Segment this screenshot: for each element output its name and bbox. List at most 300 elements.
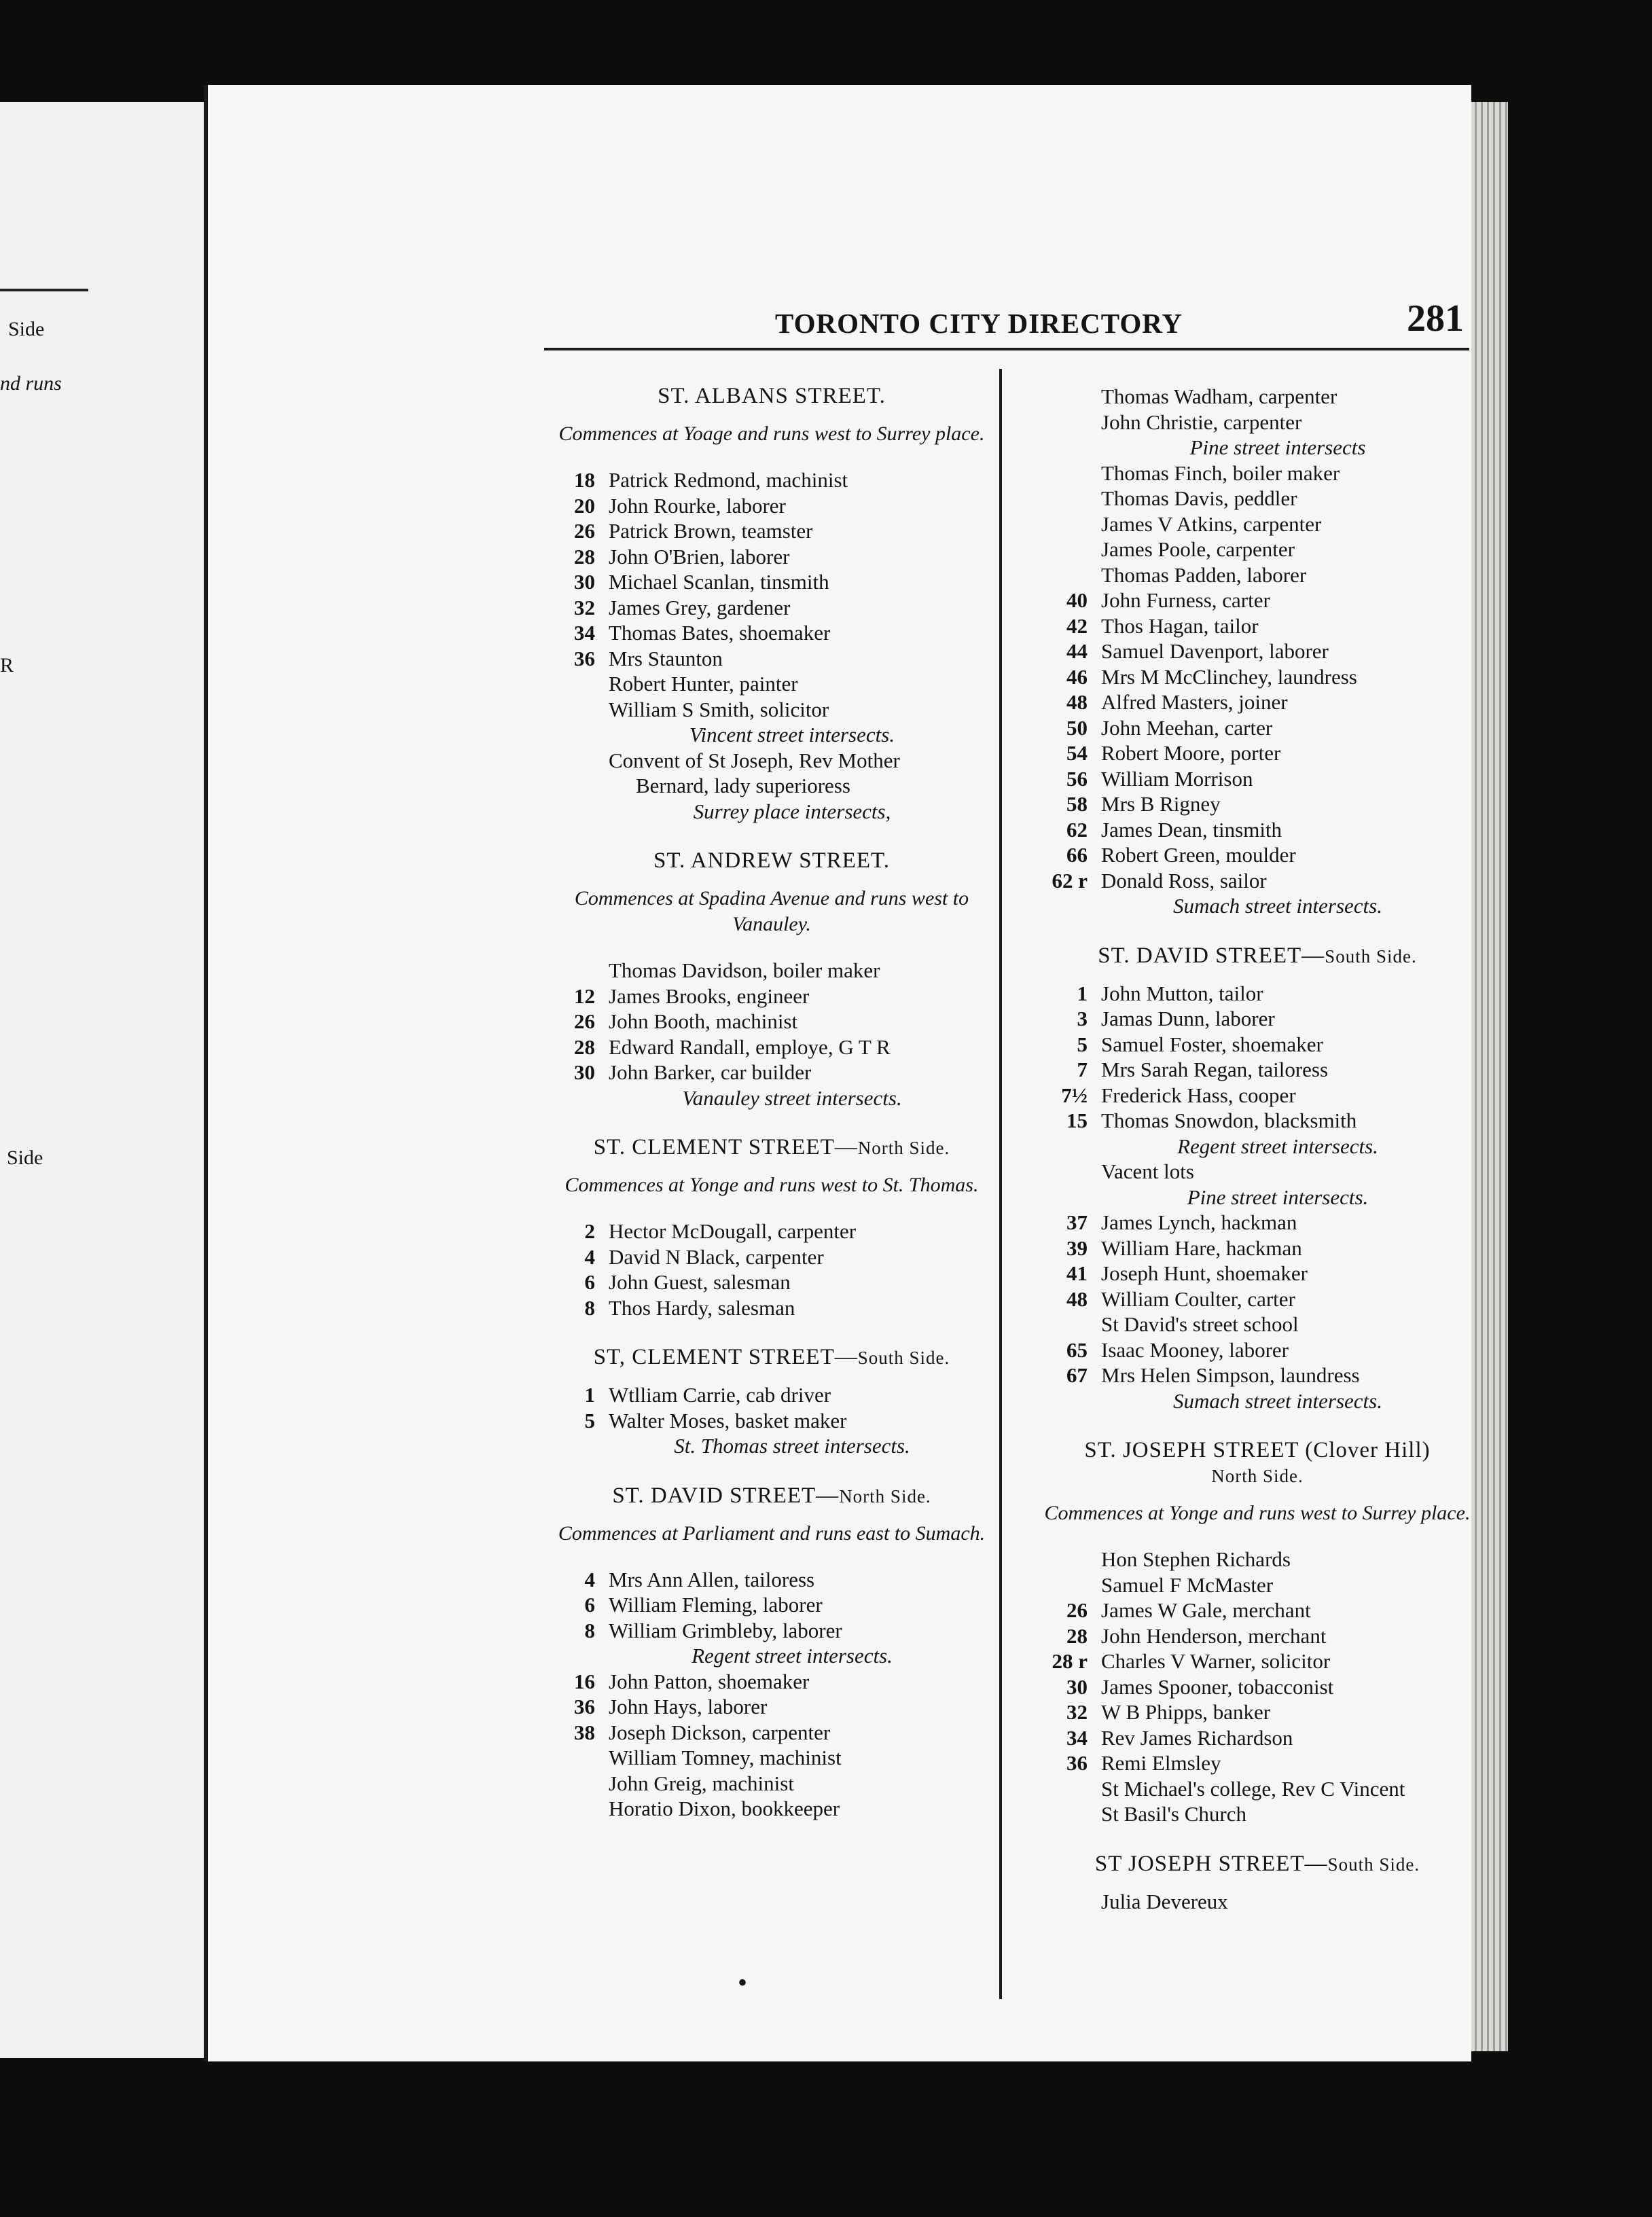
house-number: 48 [1066, 690, 1088, 714]
resident-name: Samuel Foster, shoemaker [1101, 1032, 1323, 1056]
resident-name: William Fleming, laborer [609, 1593, 823, 1617]
directory-entry [1033, 613, 1482, 639]
street-heading-text: ST. ALBANS STREET. [658, 384, 886, 408]
resident-name: John Furness, carter [1101, 588, 1270, 612]
house-number: 50 [1066, 715, 1088, 740]
directory-entry [541, 1295, 1003, 1321]
house-number [1033, 1889, 1101, 1915]
left-page-fragment: Side [7, 1147, 43, 1169]
house-number: 26 [574, 1009, 595, 1033]
house-number: 48 [1066, 1286, 1088, 1311]
directory-entry [1033, 1547, 1482, 1572]
house-number [1033, 486, 1101, 511]
house-number [1033, 435, 1101, 461]
resident-name: Julia Devereux [1101, 1889, 1228, 1913]
resident-name: Samuel Davenport, laborer [1101, 639, 1329, 663]
resident-name: St Basil's Church [1101, 1802, 1246, 1826]
directory-entry [1033, 1312, 1482, 1337]
intersection-text: Regent street intersects. [692, 1644, 893, 1668]
street-side-label: North Side. [839, 1485, 931, 1507]
directory-entry [1033, 1032, 1482, 1058]
directory-entry [1033, 1674, 1482, 1700]
house-number: 28 [574, 1034, 595, 1059]
left-page-fragment: nd runs [0, 372, 62, 395]
house-number [541, 1796, 609, 1822]
resident-name: John Christie, carpenter [1101, 410, 1302, 434]
page-header [208, 298, 1471, 348]
directory-entry [1033, 1572, 1482, 1598]
resident-name: Jamas Dunn, laborer [1101, 1007, 1275, 1030]
directory-entry [1033, 384, 1482, 410]
street-heading [541, 1345, 1003, 1370]
house-number [541, 958, 609, 984]
intersection-text: St. Thomas street intersects. [674, 1434, 910, 1458]
house-number [1033, 1159, 1101, 1185]
resident-name: Thomas Finch, boiler maker [1101, 461, 1340, 485]
street-section [1033, 384, 1482, 943]
house-number: 28 [574, 544, 595, 569]
resident-name: Joseph Dickson, carpenter [609, 1720, 831, 1744]
directory-entry [541, 1382, 1003, 1408]
directory-entry [1033, 537, 1482, 562]
house-number: 40 [1066, 588, 1088, 612]
intersection-note [541, 1433, 1003, 1459]
house-number [541, 1745, 609, 1771]
house-number [1033, 410, 1101, 435]
resident-name: Robert Moore, porter [1101, 741, 1281, 765]
resident-name: William Tomney, machinist [609, 1746, 842, 1769]
street-heading-text: ST. JOSEPH STREET (Clover Hill) [1084, 1438, 1431, 1462]
house-number: 4 [584, 1567, 595, 1591]
directory-entry [541, 620, 1003, 646]
directory-entry [541, 958, 1003, 984]
house-number: 6 [584, 1270, 595, 1294]
directory-entry [1033, 1363, 1482, 1388]
directory-entry [1033, 1648, 1482, 1674]
intersection-note [541, 722, 1003, 748]
house-number: 26 [1066, 1598, 1088, 1622]
resident-name: James Dean, tinsmith [1101, 817, 1282, 842]
house-number: 4 [584, 1244, 595, 1269]
resident-name: Charles V Warner, solicitor [1101, 1649, 1331, 1673]
directory-entry [1033, 588, 1482, 613]
resident-name: Thomas Wadham, carpenter [1101, 384, 1337, 408]
resident-name: Thos Hagan, tailor [1101, 613, 1259, 638]
directory-entry [1033, 410, 1482, 435]
resident-name: St David's street school [1101, 1312, 1299, 1336]
directory-entry [541, 1034, 1003, 1060]
street-description: Commences at Parliament and runs east to Sumach. [558, 1521, 986, 1545]
street-section [541, 1483, 1003, 1846]
page-number: 281 [1407, 298, 1464, 340]
house-number: 62 r [1052, 868, 1088, 893]
directory-entry [1033, 486, 1482, 511]
directory-entry [541, 1244, 1003, 1270]
left-page-fragment: Side [8, 318, 45, 340]
directory-entry [1033, 689, 1482, 715]
directory-entry [541, 697, 1003, 723]
resident-name: William Grimbleby, laborer [609, 1618, 842, 1642]
house-number: 58 [1066, 792, 1088, 816]
resident-name: John Barker, car builder [609, 1060, 812, 1084]
street-side-label: South Side. [857, 1348, 950, 1368]
directory-entry [1033, 842, 1482, 868]
resident-name: John Guest, salesman [609, 1270, 791, 1294]
resident-name: William Hare, hackman [1101, 1236, 1302, 1260]
street-heading [1033, 1852, 1482, 1877]
intersection-note [1033, 893, 1482, 919]
header-rule [544, 348, 1469, 350]
house-number: 39 [1066, 1236, 1088, 1260]
house-number: 30 [574, 570, 595, 594]
resident-name: Thomas Snowdon, blacksmith [1101, 1108, 1357, 1132]
intersection-text: Regent street intersects. [1177, 1134, 1378, 1158]
street-description: Commences at Yonge and runs west to Surrey place. [1044, 1502, 1471, 1524]
directory-entry [541, 1009, 1003, 1034]
resident-name: Frederick Hass, cooper [1101, 1083, 1296, 1107]
resident-name: Thomas Padden, laborer [1101, 562, 1307, 587]
resident-name: Edward Randall, employe, G T R [609, 1034, 891, 1059]
resident-name: John Henderson, merchant [1101, 1623, 1327, 1648]
resident-name: Thomas Davidson, boiler maker [609, 958, 880, 982]
house-number [1033, 1572, 1101, 1598]
intersection-note [541, 1085, 1003, 1111]
house-number [541, 697, 609, 723]
house-number: 3 [1077, 1007, 1088, 1030]
street-side-label: South Side. [1327, 1854, 1420, 1875]
resident-name: John Greig, machinist [609, 1771, 794, 1795]
resident-name: Patrick Redmond, machinist [609, 468, 848, 492]
resident-name: James Spooner, tobacconist [1101, 1674, 1334, 1699]
house-number [541, 1433, 609, 1459]
directory-entry [1033, 1108, 1482, 1134]
street-side-label: South Side. [1325, 945, 1417, 967]
intersection-text: Sumach street intersects. [1173, 894, 1382, 918]
house-number: 38 [574, 1720, 595, 1744]
directory-entry [1033, 981, 1482, 1007]
house-number: 15 [1066, 1108, 1088, 1132]
house-number: 1 [584, 1383, 595, 1407]
house-number: 7½ [1061, 1083, 1088, 1107]
house-number: 5 [584, 1408, 595, 1432]
street-section [541, 1345, 1003, 1483]
house-number: 20 [574, 493, 595, 518]
street-side-label: North Side. [1211, 1466, 1304, 1486]
house-number: 32 [1066, 1700, 1088, 1724]
directory-entry [541, 1592, 1003, 1618]
house-number: 18 [574, 468, 595, 492]
house-number [541, 671, 609, 697]
house-number [1033, 1776, 1101, 1802]
street-heading-text: ST. DAVID STREET— [612, 1483, 840, 1508]
directory-entry [1033, 1337, 1482, 1363]
street-section [541, 848, 1003, 1135]
street-section [541, 384, 1003, 848]
house-number [1033, 1312, 1101, 1337]
street-description: Commences at Yonge and runs west to St. Thomas. [564, 1174, 979, 1196]
house-number: 36 [574, 646, 595, 670]
house-number [541, 799, 609, 825]
directory-entry [1033, 715, 1482, 741]
directory-entry [1033, 1286, 1482, 1312]
directory-entry [541, 1771, 1003, 1797]
resident-name: Mrs Ann Allen, tailoress [609, 1567, 815, 1591]
house-number [1033, 537, 1101, 562]
house-number: 6 [584, 1593, 595, 1617]
house-number [1033, 562, 1101, 588]
resident-name: Rev James Richardson [1101, 1725, 1293, 1750]
directory-entry [1033, 1006, 1482, 1032]
house-number: 66 [1066, 843, 1088, 867]
directory-entry [541, 1269, 1003, 1295]
house-number: 28 [1066, 1623, 1088, 1648]
directory-entry [1033, 1699, 1482, 1725]
intersection-note [541, 799, 1003, 825]
resident-name: William Morrison [1101, 766, 1253, 791]
directory-entry [1033, 1083, 1482, 1108]
street-heading [541, 1135, 1003, 1160]
resident-name: John Mutton, tailor [1101, 981, 1263, 1005]
intersection-text: Vincent street intersects. [689, 723, 895, 746]
house-number [541, 1771, 609, 1797]
resident-name: James Grey, gardener [609, 595, 791, 619]
directory-entry [541, 1796, 1003, 1822]
directory-entry [541, 1060, 1003, 1085]
intersection-text: Sumach street intersects. [1173, 1388, 1382, 1413]
house-number: 62 [1066, 817, 1088, 842]
resident-name: James Lynch, hackman [1101, 1210, 1297, 1234]
resident-name: Bernard, lady superioress [636, 774, 850, 797]
directory-entry [541, 595, 1003, 621]
ink-dot: • [738, 1967, 748, 1998]
directory-entry [541, 569, 1003, 595]
resident-name: James Poole, carpenter [1101, 537, 1295, 561]
resident-name: Hon Stephen Richards [1101, 1547, 1291, 1571]
house-number: 65 [1066, 1337, 1088, 1362]
house-number: 30 [1066, 1674, 1088, 1699]
house-number: 2 [584, 1219, 595, 1243]
directory-entry [1033, 1236, 1482, 1261]
resident-name: Convent of St Joseph, Rev Mother [609, 748, 900, 772]
directory-entry [541, 646, 1003, 672]
resident-name: Samuel F McMaster [1101, 1572, 1274, 1597]
resident-name: John O'Brien, laborer [609, 544, 790, 569]
directory-entry [1033, 740, 1482, 766]
intersection-note [1033, 1388, 1482, 1414]
house-number: 46 [1066, 664, 1088, 689]
directory-entry [541, 1669, 1003, 1695]
resident-name: Hector McDougall, carpenter [609, 1219, 857, 1243]
house-number: 16 [574, 1669, 595, 1693]
house-number [541, 748, 609, 774]
directory-entry [1033, 664, 1482, 690]
street-heading [541, 1483, 1003, 1509]
directory-entry [541, 493, 1003, 519]
directory-entry [541, 518, 1003, 544]
directory-entry [1033, 638, 1482, 664]
street-description: Commences at Spadina Avenue and runs west to Vanauley. [574, 887, 969, 935]
house-number: 30 [574, 1060, 595, 1084]
directory-entry [1033, 1623, 1482, 1649]
right-column [1033, 384, 1482, 1939]
street-heading-text: ST. ANDREW STREET. [653, 848, 890, 873]
directory-entry [1033, 766, 1482, 792]
intersection-note [1033, 435, 1482, 461]
resident-name: Wtlliam Carrie, cab driver [609, 1383, 831, 1407]
directory-entry [541, 1618, 1003, 1644]
house-number [1033, 893, 1101, 919]
house-number [1033, 461, 1101, 486]
directory-entry [1033, 511, 1482, 537]
house-number: 34 [574, 621, 595, 645]
resident-name: John Hays, laborer [609, 1695, 768, 1718]
street-heading-text: ST JOSEPH STREET— [1094, 1851, 1328, 1876]
resident-name: Walter Moses, basket maker [609, 1408, 847, 1432]
directory-entry [541, 1745, 1003, 1771]
page-title: TORONTO CITY DIRECTORY [775, 308, 1183, 339]
directory-entry [541, 671, 1003, 697]
house-number: 5 [1077, 1032, 1088, 1056]
resident-name: William S Smith, solicitor [609, 697, 829, 721]
house-number: 32 [574, 595, 595, 619]
directory-entry [1033, 1801, 1482, 1827]
directory-entry [1033, 868, 1482, 894]
directory-entry [1033, 1261, 1482, 1286]
house-number [1033, 1547, 1101, 1572]
resident-name: Vacent lots [1101, 1159, 1194, 1183]
resident-name: John Booth, machinist [609, 1009, 798, 1033]
resident-name: James V Atkins, carpenter [1101, 511, 1322, 536]
house-number: 28 r [1052, 1649, 1088, 1673]
directory-entry [1033, 1057, 1482, 1083]
resident-name: Michael Scanlan, tinsmith [609, 570, 829, 594]
house-number [541, 722, 609, 748]
intersection-text: Vanauley street intersects. [682, 1085, 902, 1110]
resident-name: W B Phipps, banker [1101, 1700, 1271, 1724]
intersection-text: Pine street intersects. [1187, 1185, 1369, 1209]
intersection-text: Pine street intersects [1189, 435, 1366, 459]
resident-name: John Patton, shoemaker [609, 1669, 810, 1693]
intersection-note [1033, 1185, 1482, 1210]
left-page-fragment: R [0, 654, 14, 677]
directory-entry [541, 1720, 1003, 1746]
house-number: 36 [574, 1695, 595, 1718]
resident-name: Mrs Staunton [609, 646, 723, 670]
directory-entry [541, 1219, 1003, 1244]
resident-name: Patrick Brown, teamster [609, 519, 813, 543]
directory-entry [1033, 562, 1482, 588]
house-number [541, 1085, 609, 1111]
street-section [1033, 1852, 1482, 1939]
house-number: 8 [584, 1295, 595, 1320]
house-number [541, 1643, 609, 1669]
resident-name: Robert Green, moulder [1101, 843, 1296, 867]
resident-name: James W Gale, merchant [1101, 1598, 1311, 1622]
directory-entry [1033, 1210, 1482, 1236]
left-column [541, 384, 1003, 1846]
directory-entry [541, 1694, 1003, 1720]
resident-name: David N Black, carpenter [609, 1244, 824, 1269]
resident-name: John Meehan, carter [1101, 715, 1273, 740]
resident-name: Thomas Davis, peddler [1101, 486, 1297, 510]
directory-entry [1033, 1598, 1482, 1623]
street-section [1033, 1438, 1482, 1852]
house-number [1033, 511, 1101, 537]
house-number: 1 [1077, 981, 1088, 1005]
directory-entry [541, 748, 1003, 774]
street-heading [1033, 943, 1482, 969]
street-side-label: North Side. [857, 1138, 950, 1158]
house-number: 36 [1066, 1751, 1088, 1775]
house-number: 12 [574, 984, 595, 1008]
intersection-text: Surrey place intersects, [693, 799, 891, 823]
left-page-rule [0, 289, 88, 291]
house-number: 67 [1066, 1363, 1088, 1387]
street-heading-text: ST. DAVID STREET— [1098, 943, 1325, 968]
house-number: 34 [1066, 1725, 1088, 1750]
directory-page [204, 85, 1471, 2061]
directory-entry [541, 984, 1003, 1009]
street-heading-text: ST. CLEMENT STREET— [593, 1135, 858, 1159]
street-section [1033, 943, 1482, 1439]
house-number: 54 [1066, 741, 1088, 765]
resident-name: Thos Hardy, salesman [609, 1295, 795, 1320]
house-number [541, 773, 609, 799]
resident-name: William Coulter, carter [1101, 1286, 1295, 1311]
street-heading [541, 384, 1003, 409]
directory-entry [1033, 1725, 1482, 1751]
street-heading [1033, 1438, 1482, 1488]
house-number: 44 [1066, 639, 1088, 663]
street-description: Commences at Yoage and runs west to Surrey place. [558, 422, 985, 445]
directory-entry [1033, 1750, 1482, 1776]
resident-name: Isaac Mooney, laborer [1101, 1337, 1289, 1362]
house-number: 37 [1066, 1210, 1088, 1234]
house-number [1033, 1388, 1101, 1414]
directory-entry [1033, 1776, 1482, 1802]
resident-name: Thomas Bates, shoemaker [609, 621, 831, 645]
directory-entry [541, 1408, 1003, 1434]
resident-name: Mrs Helen Simpson, laundress [1101, 1363, 1360, 1387]
resident-name: Mrs Sarah Regan, tailoress [1101, 1058, 1329, 1081]
resident-name: Mrs M McClinchey, laundress [1101, 664, 1357, 689]
house-number [1033, 1134, 1101, 1159]
directory-entry [541, 467, 1003, 493]
directory-entry [1033, 1889, 1482, 1915]
directory-entry [1033, 461, 1482, 486]
resident-name: John Rourke, laborer [609, 493, 786, 518]
house-number: 41 [1066, 1261, 1088, 1285]
intersection-note [541, 1643, 1003, 1669]
house-number: 7 [1077, 1058, 1088, 1081]
resident-name: Remi Elmsley [1101, 1751, 1221, 1775]
directory-entry [1033, 791, 1482, 817]
directory-entry [541, 544, 1003, 570]
resident-name: Alfred Masters, joiner [1101, 690, 1288, 714]
house-number: 56 [1066, 766, 1088, 791]
left-page [0, 102, 234, 2058]
directory-entry [541, 1567, 1003, 1593]
resident-name: Mrs B Rigney [1101, 792, 1221, 816]
resident-name: Horatio Dixon, bookkeeper [609, 1797, 840, 1820]
house-number [1033, 1185, 1101, 1210]
resident-name: James Brooks, engineer [609, 984, 810, 1008]
resident-name: Donald Ross, sailor [1101, 868, 1267, 893]
resident-name: St Michael's college, Rev C Vincent [1101, 1776, 1405, 1801]
house-number: 42 [1066, 613, 1088, 638]
directory-entry [1033, 1159, 1482, 1185]
street-heading-text: ST, CLEMENT STREET— [593, 1345, 858, 1369]
